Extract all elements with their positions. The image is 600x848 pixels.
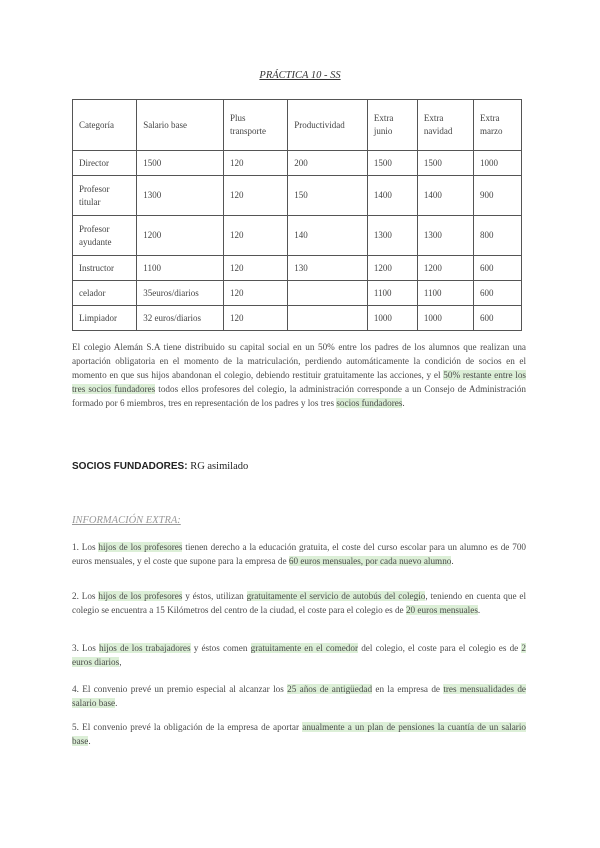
table-cell: 35euros/diarios [137,281,224,306]
table-row [73,281,522,306]
extra-item-5 [72,720,526,748]
text-run: y éstos comen [190,643,251,653]
table-row [73,306,522,331]
text-run: . [477,605,481,615]
table-cell: 900 [474,176,522,216]
table-cell: 32 euros/diarios [137,306,224,331]
header-plus-transporte: Plus transporte [224,100,288,151]
highlighted-text: 20 euros mensuales [405,605,478,615]
table-cell: 1000 [417,306,473,331]
highlighted-text: hijos de los profesores [98,542,183,552]
socios-label: SOCIOS FUNDADORES: [72,461,188,472]
text-run: . [88,736,91,746]
table-cell: 1100 [367,281,417,306]
table-cell: Instructor [73,256,137,281]
table-cell: 130 [288,256,368,281]
table-cell: 1100 [417,281,473,306]
table-cell: Director [73,151,137,176]
highlighted-text: gratuitamente el servicio de autobús del colegio [246,591,426,601]
table-cell: Profesor titular [73,176,137,216]
table-cell: 1300 [417,216,473,256]
table-cell: 140 [288,216,368,256]
table-cell: 1500 [137,151,224,176]
intro-paragraph [72,340,526,410]
table-cell: 1000 [367,306,417,331]
text-run: del colegio, el coste para el colegio es de [358,643,522,653]
table-cell: 800 [474,216,522,256]
table-row [73,256,522,281]
text-run: El colegio Alemán S.A tiene distribuido su capital social en un 50% entre los padres de los alumnos que realizan una aportación obligatoria en el momento de la matriculación, perdiendo automáticamente la condición de socios en el momento en que sus hijos abandonan el colegio, debiendo restituir gratuitamente las acciones, y el [72,342,526,380]
table-cell: 600 [474,256,522,281]
table-row [73,151,522,176]
highlighted-text: tres mensualidades de salario base [72,684,526,708]
text-run: , [119,657,122,667]
highlighted-text: 25 años de antigüedad [287,684,373,694]
table-cell: 1200 [137,216,224,256]
text-run: todos ellos profesores del colegio, la administración corresponde a un Consejo de Administración formado por 6 miembros, tres en representación de los padres y los tres [72,384,527,408]
table-cell: celador [73,281,137,306]
header-extra-junio: Extra junio [367,100,417,151]
header-productividad: Productividad [288,100,368,151]
table-cell: 200 [288,151,368,176]
highlighted-text: socios fundadores [336,398,403,408]
table-cell: 1100 [137,256,224,281]
table-row [73,176,522,216]
text-run: y éstos, utilizan [182,591,247,601]
text-run: , teniendo en cuenta que el colegio se encuentra a 15 Kilómetros del centro de la ciudad, el coste para el colegio es de [72,591,527,615]
socios-fundadores-line [72,461,248,472]
table-cell: Limpiador [73,306,137,331]
table-cell: 120 [224,306,288,331]
text-run: tienen derecho a la educación gratuita, el coste del curso escolar para un alumno es de 700 euros mensuales, y el coste que supone para la empresa de [72,542,527,566]
table-cell: Profesor ayudante [73,216,137,256]
extra-item-1 [72,540,526,568]
extra-item-4 [72,682,526,710]
text-run: . [115,698,118,708]
table-cell: 1300 [137,176,224,216]
table-cell: 120 [224,176,288,216]
table-cell: 120 [224,216,288,256]
table-row [73,216,522,256]
table-cell: 120 [224,281,288,306]
highlighted-text: 60 euros mensuales, por cada nuevo alumno [288,556,452,566]
header-categoria: Categoría [73,100,137,151]
text-run: 3. Los [72,643,99,653]
text-run: 5. El convenio prevé la obligación de la empresa de aportar [72,722,303,732]
text-run: . [451,556,454,566]
socios-value: RG asimilado [187,461,249,472]
highlighted-text: gratuitamente en el comedor [250,643,359,653]
text-run: 4. El convenio prevé un premio especial al alcanzar los [72,684,288,694]
table-cell [288,306,368,331]
extra-item-3 [72,641,526,669]
table-cell: 120 [224,256,288,281]
text-run: 1. Los [72,542,99,552]
text-run: . [402,398,405,408]
table-cell: 1000 [474,151,522,176]
table-cell: 1400 [417,176,473,216]
table-cell [288,281,368,306]
table-cell: 1200 [367,256,417,281]
highlighted-text: hijos de los profesores [98,591,183,601]
table-cell: 1300 [367,216,417,256]
table-cell: 1200 [417,256,473,281]
table-cell: 600 [474,306,522,331]
table-cell: 1400 [367,176,417,216]
table-cell: 120 [224,151,288,176]
highlighted-text: 50% restante entre los tres socios fundadores [72,370,526,394]
text-run: 2. Los [72,591,99,601]
table-header-row [73,100,522,151]
table-cell: 150 [288,176,368,216]
table-cell: 1500 [417,151,473,176]
extra-info-heading: INFORMACIÓN EXTRA: [72,515,181,526]
header-extra-marzo: Extra marzo [474,100,522,151]
header-extra-navidad: Extra navidad [417,100,473,151]
salary-table [72,99,522,331]
highlighted-text: anualmente a un plan de pensiones la cuantía de un salario base [72,722,526,746]
header-salario-base: Salario base [137,100,224,151]
table-cell: 1500 [367,151,417,176]
text-run: en la empresa de [372,684,444,694]
page-title: PRÁCTICA 10 - SS [259,70,341,81]
table-cell: 600 [474,281,522,306]
highlighted-text: hijos de los trabajadores [98,643,191,653]
highlighted-text: 2 euros diarios [72,643,526,667]
extra-item-2 [72,589,526,617]
